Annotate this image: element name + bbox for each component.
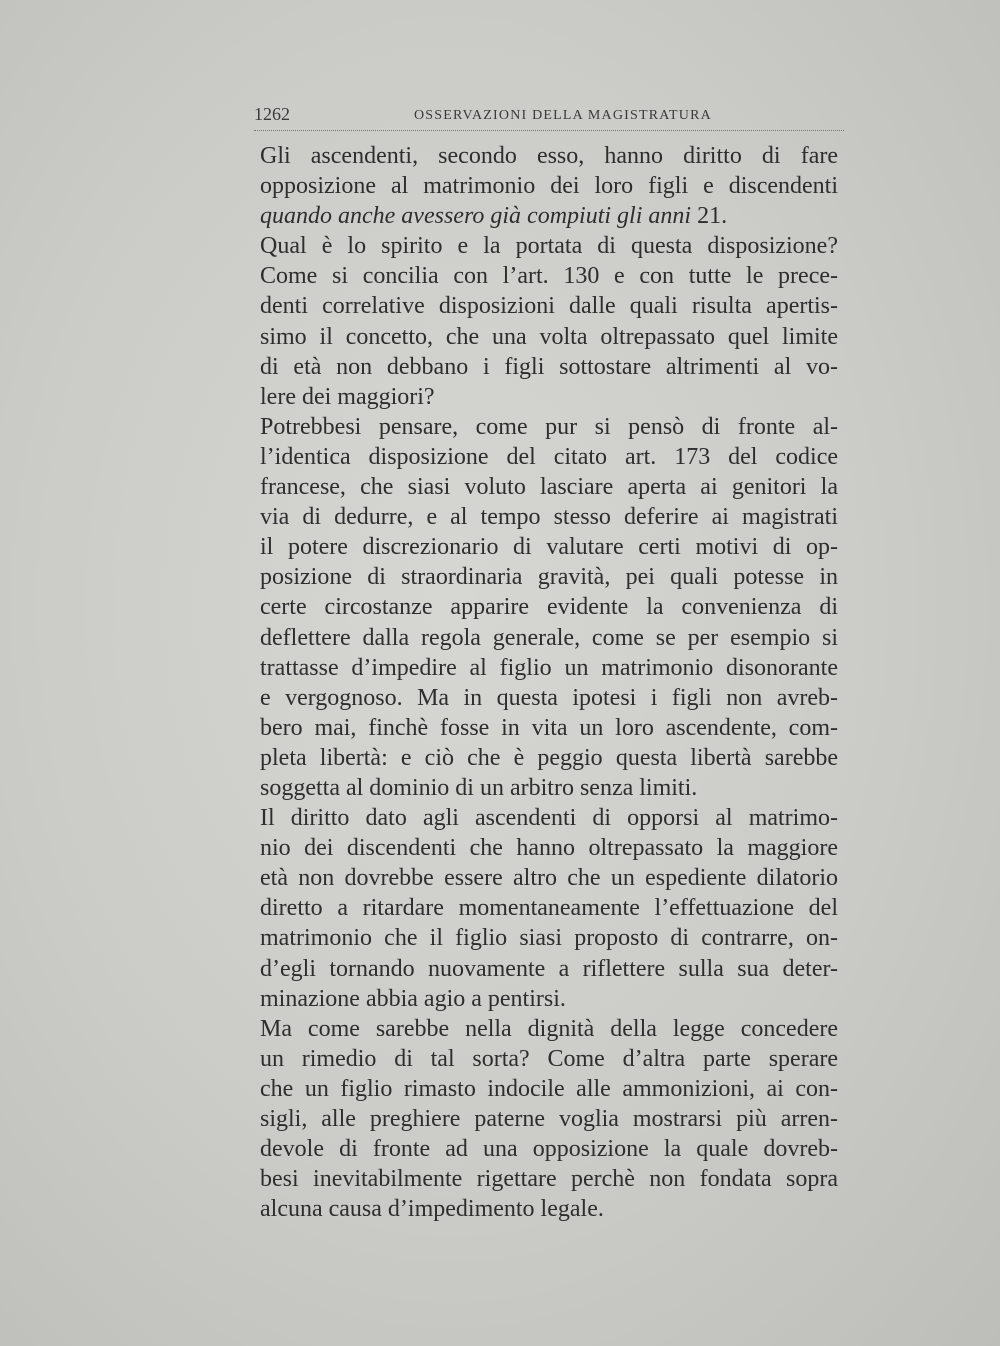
paragraph: [232, 1014, 838, 1225]
page-number: 1262: [254, 104, 290, 124]
page-header: [254, 100, 844, 131]
text-line: posizione di straordinaria gravità, pei quali potesse in: [260, 564, 838, 591]
text-line: Come si concilia con l’art. 130 e con tutte le prece-: [260, 263, 838, 290]
text-line: Qual è lo spirito e la portata di questa disposizione?: [260, 233, 838, 260]
text-line: Il diritto dato agli ascendenti di opporsi al matrimo-: [260, 805, 838, 832]
text-line: Ma come sarebbe nella dignità della legge concedere: [260, 1015, 838, 1042]
paragraph: [232, 412, 838, 803]
text-line: soggetta al dominio di un arbitro senza limiti.: [260, 774, 698, 801]
text-line: [232, 201, 838, 231]
body-text: [232, 141, 838, 1224]
text-line: sigli, alle preghiere paterne voglia mostrarsi più arren-: [260, 1106, 838, 1132]
text-line: Potrebbesi pensare, come pur si pensò di fronte al-: [260, 413, 838, 440]
text-line: devole di fronte ad una opposizione la quale dovreb-: [260, 1136, 838, 1163]
text-line: d’egli tornando nuovamente a riflettere sulla sua deter-: [260, 955, 838, 982]
text-line: trattasse d’impedire al figlio un matrimonio disonorante: [260, 654, 838, 681]
text-line: un rimedio di tal sorta? Come d’altra parte sperare: [260, 1045, 838, 1072]
text-line: nio dei discendenti che hanno oltrepassato la maggiore: [260, 835, 838, 862]
text-line: via di dedurre, e al tempo stesso deferire ai magistrati: [260, 504, 838, 531]
text-line: l’identica disposizione del citato art. 173 del codice: [260, 443, 838, 470]
paragraph: [232, 803, 838, 1014]
text-line: di età non debbano i figli sottostare altrimenti al vo-: [260, 353, 838, 380]
italic-text: quando anche avessero già compiuti gli anni: [260, 203, 692, 230]
text-line: besi inevitabilmente rigettare perchè non fondata sopra: [260, 1166, 838, 1193]
text-line: età non dovrebbe essere altro che un espediente dilatorio: [260, 865, 838, 892]
text-line: pleta libertà: e ciò che è peggio questa libertà sarebbe: [260, 744, 838, 771]
text-line: deflettere dalla regola generale, come se per esempio si: [260, 624, 838, 651]
text-line: diretto a ritardare momentaneamente l’effettuazione del: [260, 895, 838, 922]
text-line: alcuna causa d’impedimento legale.: [260, 1196, 604, 1223]
running-head: OSSERVAZIONI DELLA MAGISTRATURA: [414, 108, 712, 123]
text-line: certe circostanze apparire evidente la convenienza di: [260, 594, 838, 621]
text-line: matrimonio che il figlio siasi proposto di contrarre, on-: [260, 925, 838, 952]
text-line: e vergognoso. Ma in questa ipotesi i figli non avreb-: [260, 684, 838, 711]
text-line: Gli ascendenti, secondo esso, hanno diritto di fare: [260, 143, 838, 169]
text-line: minazione abbia agio a pentirsi.: [260, 985, 566, 1012]
text-line: il potere discrezionario di valutare certi motivi di op-: [260, 534, 838, 561]
text-line: che un figlio rimasto indocile alle ammonizioni, ai con-: [260, 1075, 838, 1102]
text-line: simo il concetto, che una volta oltrepassato quel limite: [260, 323, 838, 350]
paragraph: [232, 141, 838, 231]
paragraph: [232, 231, 838, 412]
text-line: opposizione al matrimonio dei loro figli e discendenti: [260, 173, 838, 200]
text-line: lere dei maggiori?: [260, 383, 435, 410]
text-fragment: 21.: [697, 203, 728, 230]
text-line: francese, che siasi voluto lasciare aperta ai genitori la: [260, 474, 838, 501]
text-line: denti correlative disposizioni dalle quali risulta apertis-: [260, 293, 838, 320]
text-line: bero mai, finchè fosse in vita un loro ascendente, com-: [260, 714, 838, 741]
